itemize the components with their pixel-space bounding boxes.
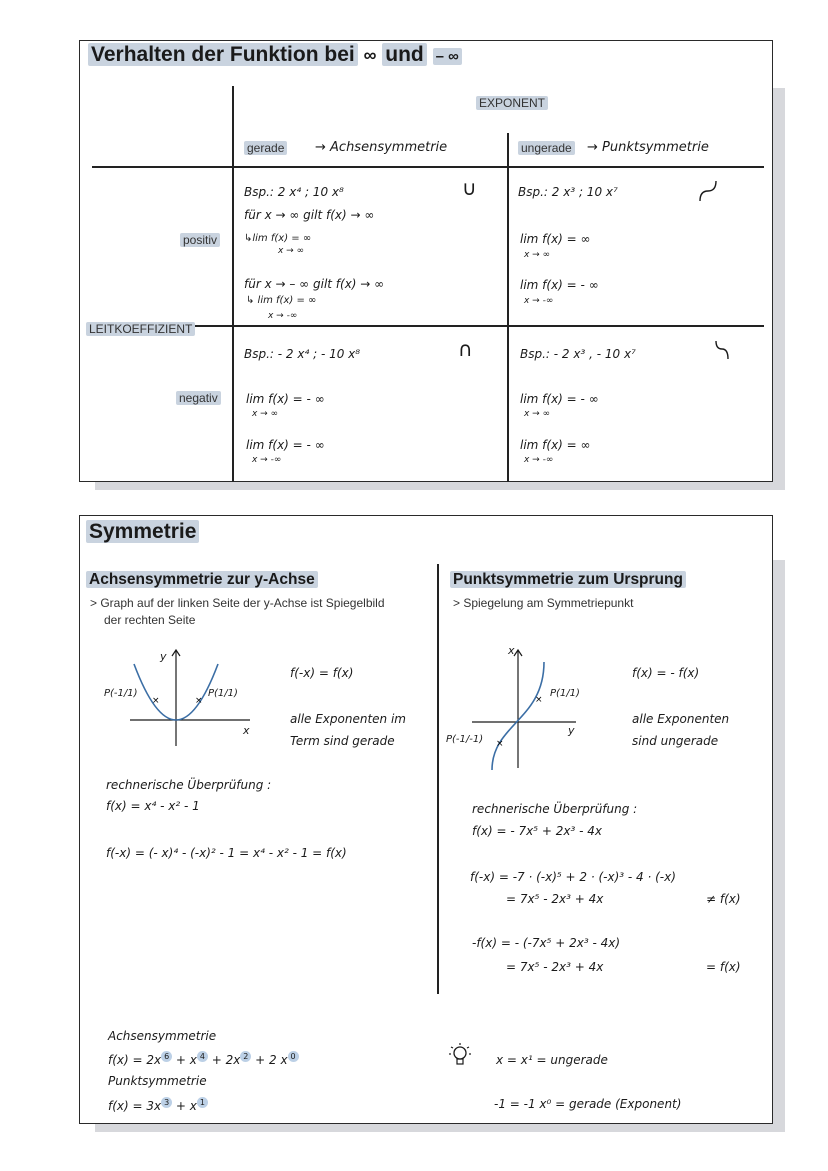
neg-ungerade-lim1: lim f(x) = - ∞ <box>520 392 599 406</box>
footer-achsen-formula: f(x) = 2x 6 + x 4 + 2x 2 + 2 x 0 <box>108 1051 299 1067</box>
ungerade-label: ungerade <box>518 141 575 155</box>
punkt-formula: f(x) = - f(x) <box>632 666 700 680</box>
cubic-axis-x: x <box>508 644 515 657</box>
lightbulb-icon <box>448 1042 472 1068</box>
cubic-point-top: P(1/1) <box>550 688 580 699</box>
gerade-label: gerade <box>244 141 287 155</box>
footer-punkt-label: Punktsymmetrie <box>108 1074 207 1088</box>
neg-gerade-lim1-sub: x → ∞ <box>252 409 279 419</box>
tip-line2: -1 = -1 x⁰ = gerade (Exponent) <box>494 1097 682 1111</box>
positiv-label: positiv <box>180 233 220 247</box>
punktsymmetrie-heading: Punktsymmetrie zum Ursprung <box>450 571 686 589</box>
section2-title: Symmetrie <box>86 520 199 544</box>
punkt-note1: alle Exponenten <box>632 712 730 726</box>
cubic-point-bottom: P(-1/-1) <box>446 734 484 745</box>
punkt-check-mfx2: = 7x⁵ - 2x³ + 4x <box>506 960 604 974</box>
neg-ungerade-bsp: Bsp.: - 2 x³ , - 10 x⁷ <box>520 347 636 361</box>
neg-gerade-bsp: Bsp.: - 2 x⁴ ; - 10 x⁸ <box>244 347 361 361</box>
section1-card <box>79 40 773 482</box>
achsensymmetrie-desc1: > Graph auf der linken Seite der y-Achse ist Spiegelbild <box>90 596 385 610</box>
table-vline-mid <box>507 133 509 482</box>
neg-ungerade-lim2: lim f(x) = ∞ <box>520 438 591 452</box>
pos-gerade-line1: für x → ∞ gilt f(x) → ∞ <box>244 208 375 222</box>
table-hline-header <box>92 166 764 168</box>
punkt-note2: sind ungerade <box>632 734 719 748</box>
exponent-label: EXPONENT <box>476 96 548 110</box>
punkt-check-fmx1: f(-x) = -7 · (-x)⁵ + 2 · (-x)³ - 4 · (-x) <box>470 870 676 884</box>
pos-gerade-shape: ∪ <box>462 176 477 200</box>
achsensymmetrie-desc2: der rechten Seite <box>104 613 196 627</box>
pos-ungerade-lim1: lim f(x) = ∞ <box>520 232 591 246</box>
exponent-badge: 0 <box>288 1051 299 1062</box>
footer-punkt-formula: f(x) = 3x 3 + x 1 <box>108 1097 208 1113</box>
parabola-graph <box>100 646 270 756</box>
achsen-note1: alle Exponenten im <box>290 712 406 726</box>
exponent-badge: 2 <box>240 1051 251 1062</box>
gerade-arrow-text: → Achsensymmetrie <box>315 140 448 155</box>
negativ-label: negativ <box>176 391 221 405</box>
achsen-note2: Term sind gerade <box>290 734 395 748</box>
punktsymmetrie-desc1: > Spiegelung am Symmetriepunkt <box>453 596 634 610</box>
achsen-check-label: rechnerische Überprüfung : <box>106 778 272 792</box>
punkt-check-fx: f(x) = - 7x⁵ + 2x³ - 4x <box>472 824 602 838</box>
parabola-point-left: P(-1/1) <box>104 688 138 699</box>
svg-text:×: × <box>152 696 160 706</box>
achsen-check-fx: f(x) = x⁴ - x² - 1 <box>106 799 200 813</box>
svg-text:×: × <box>496 739 504 749</box>
pos-gerade-lim1: ↳lim f(x) = ∞ <box>244 233 312 244</box>
pos-gerade-lim2: ↳ lim f(x) = ∞ <box>246 295 317 306</box>
table-hline-middle <box>192 325 764 327</box>
odd-growth-curve-icon <box>698 179 720 203</box>
leitkoeffizient-label: LEITKOEFFIZIENT <box>86 322 195 336</box>
exponent-badge: 3 <box>161 1097 172 1108</box>
punkt-check-mfx1: -f(x) = - (-7x⁵ + 2x³ - 4x) <box>472 936 621 950</box>
pos-gerade-bsp: Bsp.: 2 x⁴ ; 10 x⁸ <box>244 185 344 199</box>
neg-gerade-lim2: lim f(x) = - ∞ <box>246 438 325 452</box>
pos-gerade-lim2-sub: x → -∞ <box>268 311 298 321</box>
exponent-badge: 6 <box>161 1051 172 1062</box>
achsensymmetrie-heading: Achsensymmetrie zur y-Achse <box>86 571 318 589</box>
pos-gerade-lim1-sub: x → ∞ <box>278 246 305 256</box>
parabola-point-right: P(1/1) <box>208 688 238 699</box>
tip-line1: x = x¹ = ungerade <box>496 1053 608 1067</box>
punkt-eq: = f(x) <box>706 960 741 974</box>
neg-gerade-lim1: lim f(x) = - ∞ <box>246 392 325 406</box>
achsen-check-fmx: f(-x) = (- x)⁴ - (-x)² - 1 = x⁴ - x² - 1 = f(x) <box>106 846 347 860</box>
cubic-axis-y: y <box>568 724 575 737</box>
cubic-graph <box>448 644 598 774</box>
svg-text:×: × <box>535 695 543 705</box>
pos-ungerade-lim2-sub: x → -∞ <box>524 296 554 306</box>
table-vline-main <box>232 86 234 482</box>
pos-ungerade-bsp: Bsp.: 2 x³ ; 10 x⁷ <box>518 185 618 199</box>
neg-ungerade-lim1-sub: x → ∞ <box>524 409 551 419</box>
parabola-axis-y: y <box>160 650 167 663</box>
exponent-badge: 4 <box>197 1051 208 1062</box>
pos-gerade-line2: für x → – ∞ gilt f(x) → ∞ <box>244 277 385 291</box>
parabola-axis-x: x <box>243 724 250 737</box>
pos-ungerade-lim1-sub: x → ∞ <box>524 250 551 260</box>
punkt-check-label: rechnerische Überprüfung : <box>472 802 638 816</box>
neg-ungerade-lim2-sub: x → -∞ <box>524 455 554 465</box>
footer-achsen-label: Achsensymmetrie <box>108 1029 217 1043</box>
achsen-formula: f(-x) = f(x) <box>290 666 354 680</box>
column-divider <box>437 564 439 994</box>
section1-title: Verhalten der Funktion bei ∞ und – ∞ <box>88 43 462 67</box>
odd-falling-curve-icon <box>712 339 732 361</box>
pos-ungerade-lim2: lim f(x) = - ∞ <box>520 278 599 292</box>
punkt-neq: ≠ f(x) <box>706 892 741 906</box>
section2-card <box>79 515 773 1124</box>
neg-gerade-shape: ∩ <box>458 337 473 361</box>
ungerade-arrow-text: → Punktsymmetrie <box>587 140 709 155</box>
punkt-check-fmx2: = 7x⁵ - 2x³ + 4x <box>506 892 604 906</box>
neg-gerade-lim2-sub: x → -∞ <box>252 455 282 465</box>
exponent-badge: 1 <box>197 1097 208 1108</box>
svg-text:×: × <box>195 696 203 706</box>
